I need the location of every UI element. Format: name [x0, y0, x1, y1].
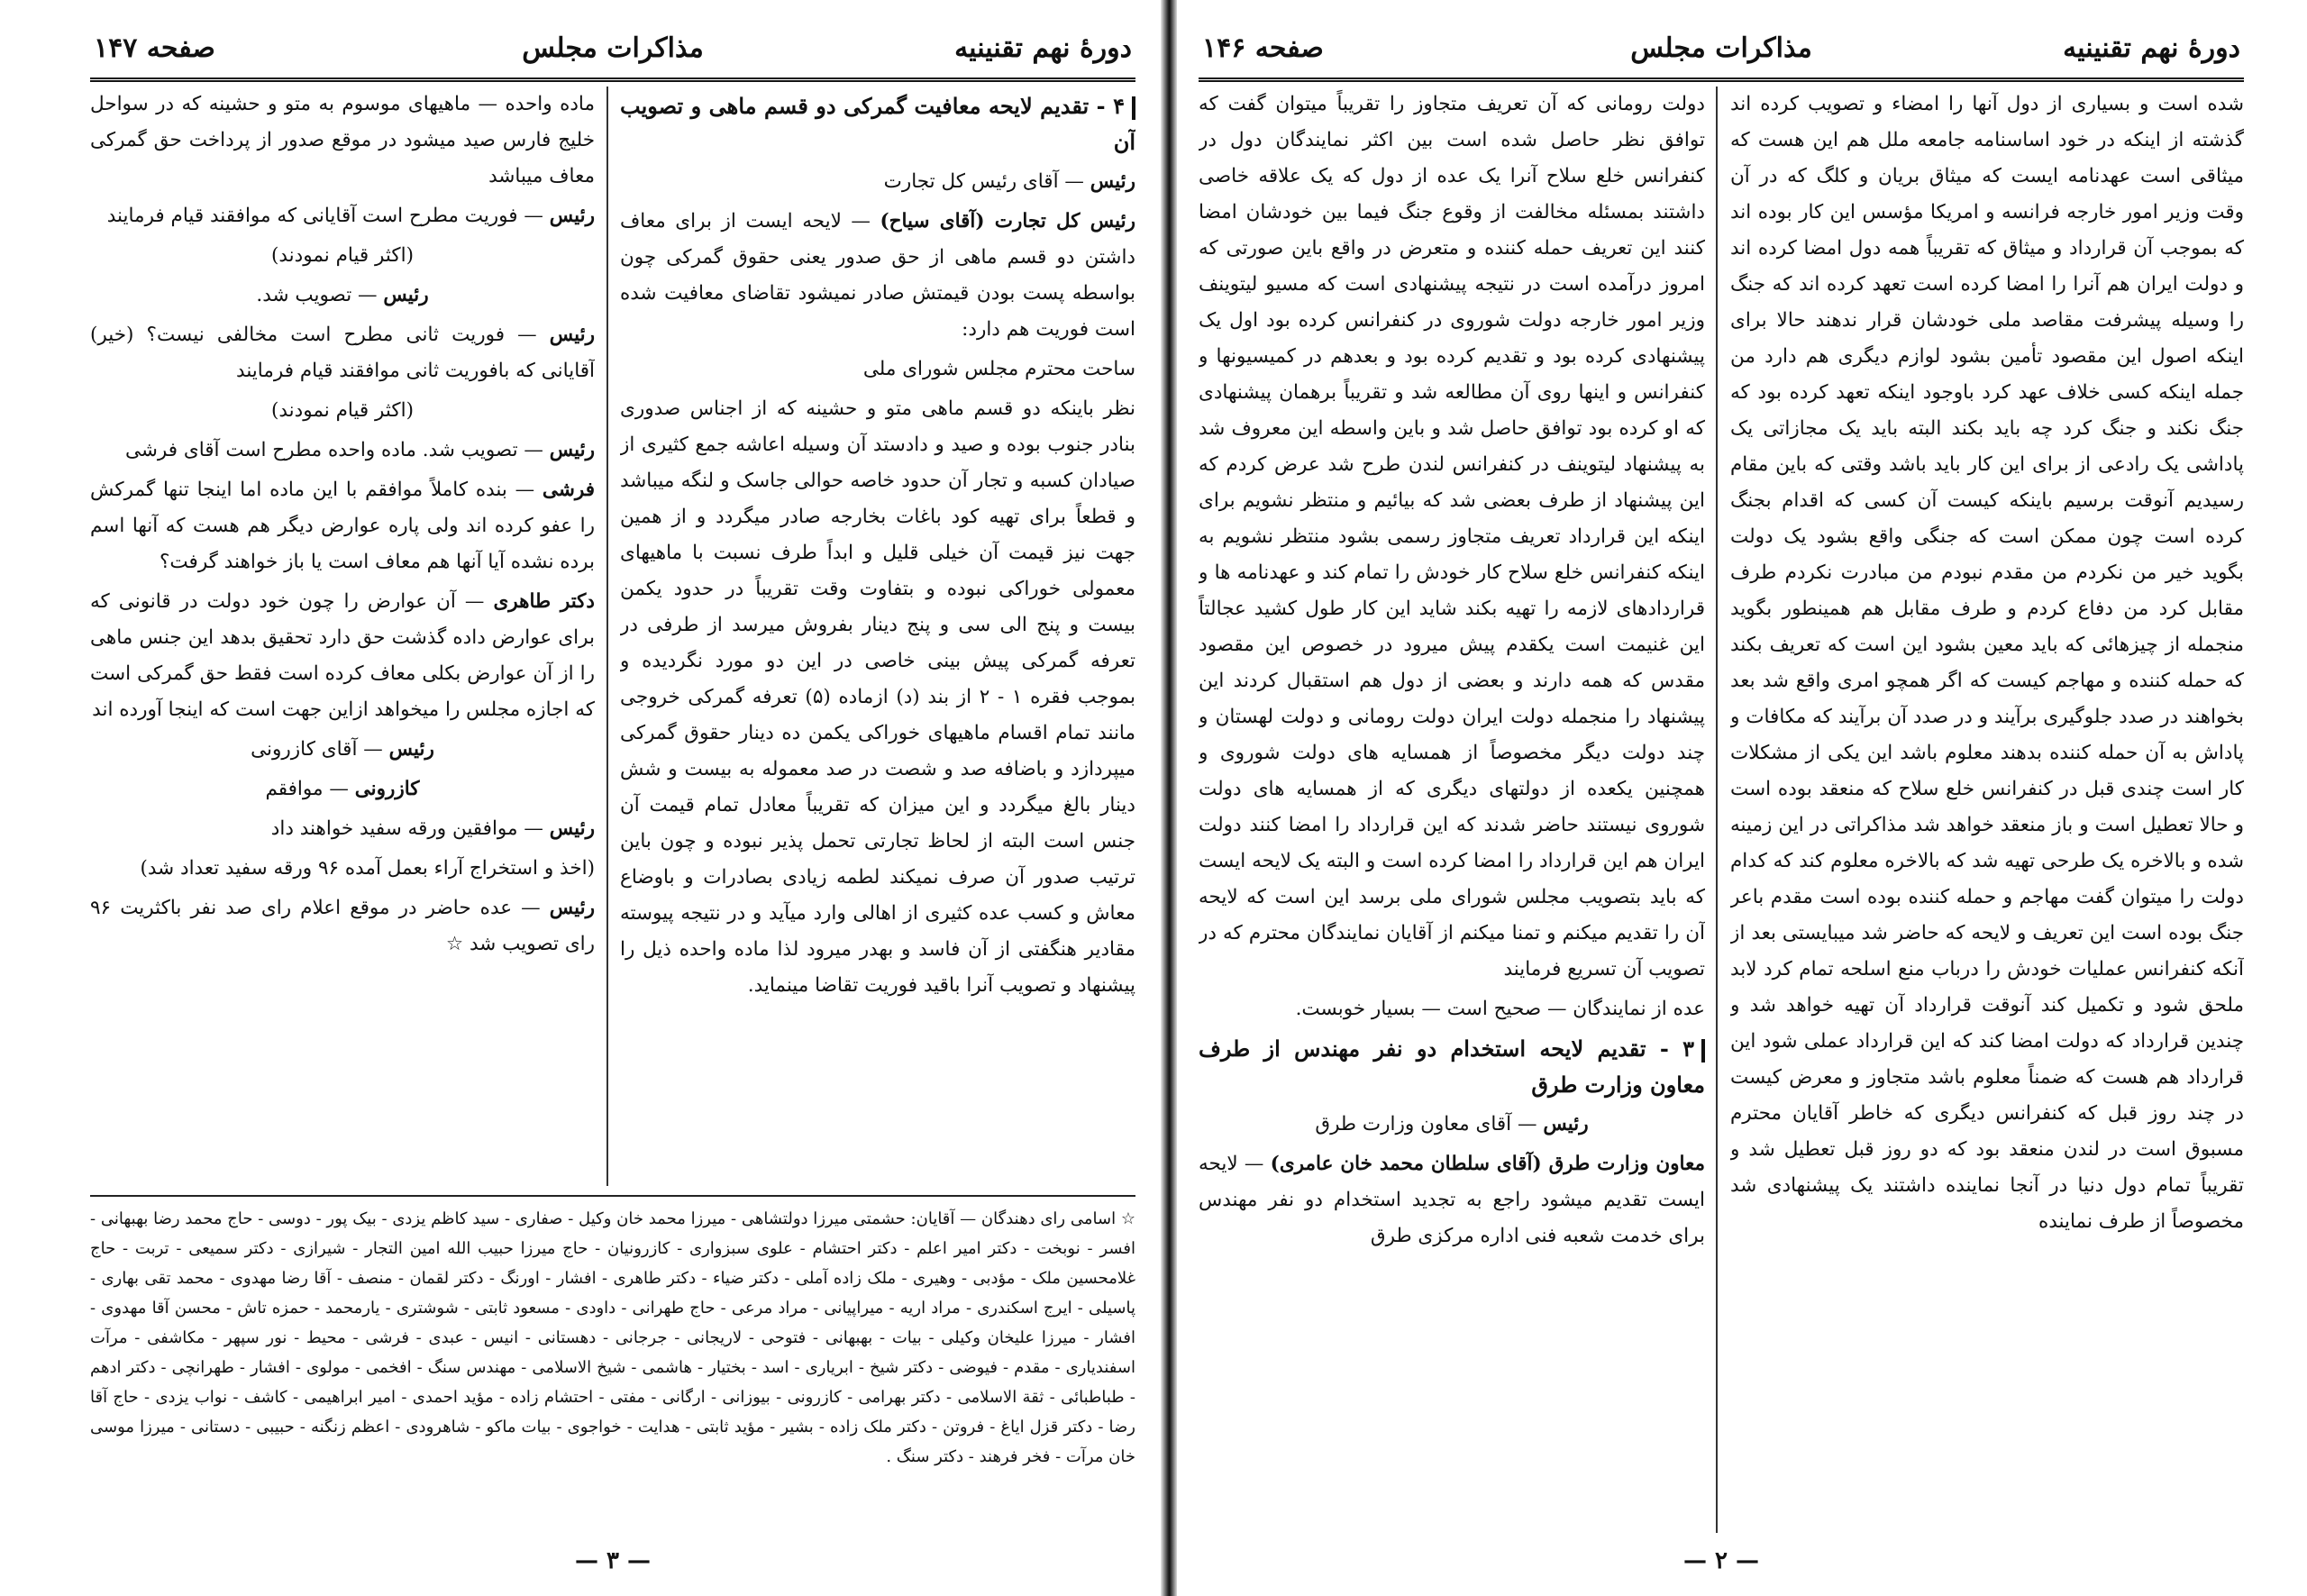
- page-147: [90, 27, 1135, 1582]
- paragraph: [90, 811, 595, 847]
- paragraph-text: — آن عوارض را چون خود دولت در قانونی که برای عوارض داده گذشت حق دارد تحقیق بدهد این جنس ماهی را از آن عوارض بکلی معاف کرده است فقط حق گمرکی است که اجازه مجلس را میخواهد ازاین جهت است که اینجا آورده اند: [90, 590, 595, 721]
- session-label: دورهٔ نهم تقنینیه: [2063, 32, 2240, 64]
- footnote-divider: [90, 1195, 1135, 1197]
- paragraph: [90, 393, 595, 429]
- header-title: مذاکرات مجلس: [522, 32, 704, 64]
- speaker-name: رئیس: [383, 284, 429, 306]
- paragraph: [90, 771, 595, 807]
- paragraph-text: — فوریت مطرح است آقایانی که موافقند قیام فرمایند: [106, 205, 550, 227]
- page-header: [90, 27, 1135, 82]
- voters-footnote: ☆ اسامی رای دهندگان — آقایان: حشمتی میرزا دولتشاهی - میرزا محمد خان وکیل - صفاری - سید کاظم یزدی - بیک پور - دوسی - حاج محمد رضا بهبهانی - افسر - نوبخت - دکتر امیر اعلم - دکتر احتشام - علوی سبزواری - کازرونیان - حاج میرزا حبیب الله امین التجار - شیرازی - دکتر سمیعی - تربت - حاج غلامحسین ملک - مؤدبی - وهیری - ملک زاده آملی - دکتر ضیاء - دکتر طاهری - افشار - اورنگ - دکتر لقمان - منصف - آقا رضا مهدوی - محمد تقی بهاری - پاسیلی - ایرج اسکندری - مراد اریه - میراپیانی - مراد مرعی - حاج طهرانی - داودی - مسعود ثابتی - شوشتری - یارمحمد - حمزه تاش - محسن آقا مهدوی - افشار - میرزا علیخان وکیلی - بیات - بهبهانی - فتوحی - لاریجانی - جرجانی - دهستانی - انیس - عبدی - فرشی - محیط - نور سپهر - مکاشفی - مرآت اسفندیاری - مقدم - فیوضی - دکتر شیخ - ابریاری - اسد - بختیار - هاشمی - شیخ الاسلامی - مهندس سنگ - افخمی - مولوی - افشار - طهرانچی - دکتر ادهم - طباطبائی - ثقة الاسلامی - دکتر بهرامی - کازرونی - بیوزانی - ارگانی - مفتی - احتشام زاده - مؤید احمدی - امیر ابراهیمی - کاشف - نواب یزدی - حاج آقا رضا - دکتر قزل ایاغ - فروتن - دکتر ملک زاده - بشیر - مؤید ثابتی - هدایت - خواجوی - بیات ماکو - شاهرودی - اعظم زنگنه - حبیبی - دستانی - میرزا موسی خان مرآت - فخر فرهند - دکتر سنگ .: [90, 1209, 1135, 1466]
- paragraph-text: — لایحه ایست از برای معاف داشتن دو قسم ماهی از حق صدور یعنی حقوق گمرکی چون بواسطه پست بودن قیمتش صادر نمیشود تقاضای معافیت شده است فوریت هم دارد:: [620, 210, 1135, 341]
- column-left: [1199, 87, 1705, 1533]
- column-right: [620, 87, 1135, 1186]
- paragraph: [90, 433, 595, 469]
- paragraph: [90, 87, 595, 195]
- paragraph: [1199, 991, 1705, 1027]
- column-text: [1199, 87, 1705, 1027]
- paragraph: [90, 238, 595, 274]
- page-number: — ۳ —: [574, 1547, 652, 1574]
- paragraph-text: (اخذ و استخراج آراء بعمل آمده ۹۶ ورقه سفید تعداد شد): [140, 857, 595, 880]
- paragraph: [90, 278, 595, 314]
- column-text: [1730, 87, 2244, 1240]
- paragraph-text: (اکثر قیام نمودند): [271, 244, 414, 267]
- section-heading: ۴ - تقدیم لایحه معافیت گمرکی دو قسم ماهی و تصویب آن: [620, 93, 1135, 155]
- paragraph-text: ساحت محترم مجلس شورای ملی: [862, 358, 1135, 380]
- paragraph: [90, 198, 595, 234]
- paragraph: [90, 851, 595, 887]
- paragraph-text: ماده واحده — ماهیهای موسوم به متو و حشینه که در سواحل خلیج فارس صید میشود در موقع صدور از پرداخت حق گمرکی معاف میباشد: [90, 93, 595, 187]
- paragraph-text: شده است و بسیاری از دول آنها را امضاء و تصویب کرده اند گذشته از اینکه در خود اساسنامه جامعه ملل هم این هست که میثاقی است عهدنامه ایست که میثاق بریان و کلگ که در آن وقت وزیر امور خارجه فرانسه و امریکا مؤسس این کار بوده اند که بموجب آن قرارداد و میثاق که تقریباً همه دول امضا کرده اند و دولت ایران هم آنرا را امضا کرده است تعهد کرده اند که جنگ را وسیله پیشرفت مقاصد ملی خودشان قرار ندهند حالا برای اینکه اصول این مقصود تأمین بشود لوازم دیگری هم دارد من جمله اینکه کسی خلاف عهد کرد باوجود اینکه تعهد کرده بود که جنگ نکند و جنگ کرد چه باید بکند البته باید یک مجازاتی یک پاداشی یک رادعی از برای این کار باید باشد وقتی که باین مقام رسیدیم آنوقت برسیم باینکه کیست آن کسی که اقدام بجنگ کرده است چون ممکن است که جنگی واقع بشود یک دولت بگوید خیر من نکردم من مقدم نبودم من مبادرت نکردم طرف مقابل کرد من دفاع کردم و طرف مقابل هم همینطور بگوید منجمله از چیزهائی که باید معین بشود این است که تعریف بکند که حمله کننده و مهاجم کیست که اگر همچو امری واقع شد بعد بخواهند در صدد جلوگیری برآیند و در صدد آن برآیند که مکافات و پاداش به آن حمله کننده بدهند معلوم باشد این یکی از مشکلات کار است چندی قبل در کنفرانس خلع سلاح که منعقد بوده است و حالا تعطیل است و باز منعقد خواهد شد مذاکراتی در این زمینه شده و بالاخره یک طرحی تهیه شد که بالاخره معلوم کند که کدام دولت را میتوان گفت مهاجم و حمله کننده بوده است مقدم باعر جنگ بوده است این تعریف و لایحه که حاضر شد میبایستی بعد از آنکه کنفرانس عملیات خودش را درباب منع اسلحه تمام کرد لابد ملحق شود و تکمیل کند آنوقت قرارداد آن تهیه خواهد شد و چندین قرارداد که دولت امضا کند که این قرارداد عملی شود این قرارداد هم هست که ضمناً معلوم باشد متجاوز و معرض کیست در چند روز قبل که کنفرانس دیگری که خاطر آقایان محترم مسبوق است در لندن منعقد بود که دو روز قبل تعطیل شد و تقریباً تمام دول دنیا در آنجا نماینده داشتند یک پیشنهادی شد مخصوصاً از طرف نماینده: [1730, 93, 2244, 1233]
- paragraph: [90, 584, 595, 728]
- paragraph: [620, 391, 1135, 1004]
- paragraph: [1199, 87, 1705, 988]
- paragraph-text: نظر باینکه دو قسم ماهی متو و حشینه که از اجناس صدوری بنادر جنوب بوده و صید و دادستد آن وسیله اعاشه جمع کثیری از صیادان کسبه و تجار آن حدود خاصه حوالی جاسک و لنگه میباشد و قطعاً برای تهیه کود باغات بخارجه صادر میگردد و از همین جهت نیز قیمت آن خیلی قلیل و ابداً طرف نسبت با ماهیهای معمولی خوراکی نبوده و بتفاوت وقت تقریباً در حدود یکمن بیست و پنج الی سی و پنج دینار بفروش میرسد از طرفی در تعرفه گمرکی پیش بینی خاصی در این دو مورد نگردیده و بموجب فقره ۱ - ۲ از بند (د) ازماده (۵) تعرفه گمرکی خروجی مانند تمام اقسام ماهیهای خوراکی یکمن ده دینار حقوق گمرکی میپردازد و باضافه صد و شصت در صد معموله به بیست و شش دینار بالغ میگردد و این میزان که تقریباً معادل تمام قیمت آن جنس است البته از لحاظ تجارتی تحمل پذیر نبوده و چون باین ترتیب صدور آن صرف نمیکند لطمه زیادی بصادرات و باوضاع معاش و کسب عده کثیری از اهالی وارد میآید و در نتیجه پیوسته مقادیر هنگفتی از آن فاسد و بهدر میرود لذا ماده واحده ذیل را پیشنهاد و تصویب آنرا باقید فوریت تقاضا مینماید.: [620, 397, 1135, 997]
- paragraph-text: — تصویب شد.: [256, 284, 384, 306]
- paragraph: [1730, 87, 2244, 1240]
- speaker-name: رئیس: [549, 817, 595, 840]
- header-title: مذاکرات مجلس: [1630, 32, 1812, 64]
- paragraph: [620, 204, 1135, 348]
- column-text: [620, 164, 1135, 1004]
- speaker-name: کازرونی: [354, 778, 420, 800]
- paragraph-text: — آقای معاون وزارت طرق: [1315, 1113, 1544, 1135]
- page-header: [1199, 27, 2244, 82]
- column-right: [1730, 87, 2244, 1533]
- speaker-name: رئیس: [1543, 1113, 1589, 1135]
- paragraph-text: — لایحه ایست تقدیم میشود راجع به تجدید استخدام دو نفر مهندس برای خدمت شعبه فنی اداره مرکزی طرق: [1199, 1153, 1705, 1247]
- paragraph: [620, 164, 1135, 200]
- speaker-name: رئیس: [549, 205, 595, 227]
- speaker-name: معاون وزارت طرق (آقای سلطان محمد خان عامری): [1270, 1153, 1705, 1175]
- speaker-name: رئیس: [549, 324, 595, 346]
- column-divider: [606, 87, 608, 1186]
- paragraph-text: — آقای کازرونی: [251, 738, 389, 761]
- paragraph-text: — فوریت ثانی مطرح است مخالفی نیست؟ (خیر) آقایانی که بافوریت ثانی موافقند قیام فرمایند: [90, 324, 595, 382]
- paragraph-text: — بنده کاملاً موافقم با این ماده اما اینجا تنها گمرکش را عفو کرده اند ولی پاره عوارض دیگر هم هست که آنها اسم برده نشده آیا آنها هم معاف است یا باز خواهند گرفت؟: [90, 479, 595, 573]
- speaker-name: رئیس: [1090, 170, 1135, 193]
- paragraph-text: — عده حاضر در موقع اعلام رای صد نفر باکثریت ۹۶ رای تصویب شد ☆: [90, 897, 595, 955]
- speaker-name: رئیس: [388, 738, 434, 761]
- paragraph: [90, 472, 595, 580]
- paragraph: [90, 732, 595, 768]
- speaker-name: رئیس: [549, 897, 595, 919]
- speaker-name: فرشی: [542, 479, 595, 501]
- paragraph-text: — موافقم: [265, 778, 355, 800]
- speaker-name: رئیس کل تجارت (آقای سیاح): [880, 210, 1135, 233]
- column-left: [90, 87, 595, 1186]
- page-label: صفحه ۱۴۶: [1202, 32, 1324, 64]
- page-146: [1199, 27, 2244, 1582]
- paragraph-text: — تصویب شد. ماده واحده مطرح است آقای فرشی: [124, 439, 550, 461]
- paragraph: [1199, 1107, 1705, 1143]
- paragraph-text: عده از نمایندگان — صحیح است — بسیار خوبست.: [1295, 998, 1705, 1020]
- paragraph-text: (اکثر قیام نمودند): [271, 399, 414, 422]
- paragraph: [1199, 1146, 1705, 1254]
- speaker-name: دکتر طاهری: [493, 590, 595, 613]
- paragraph-text: — آقای رئیس کل تجارت: [883, 170, 1090, 193]
- column-text: [90, 87, 595, 962]
- page-number: — ۲ —: [1682, 1547, 1760, 1574]
- paragraph: [620, 351, 1135, 388]
- paragraph: [90, 317, 595, 389]
- session-label: دورهٔ نهم تقنینیه: [954, 32, 1132, 64]
- column-divider: [1716, 87, 1718, 1533]
- speaker-name: رئیس: [549, 439, 595, 461]
- book-gutter: [1161, 0, 1177, 1596]
- paragraph-text: دولت رومانی که آن تعریف متجاوز را تقریباً میتوان گفت که توافق نظر حاصل شده است بین اکثر نمایندگان دول در کنفرانس خلع سلاح آنرا یک عده از دول که یک علاقه خاصی داشتند بمسئله مخالفت از وقوع جنگ فیما بین خودشان امضا کنند این تعریف حمله کننده و متعرض در واقع باین صورتی که امروز درآمده است در نتیجه پیشنهادی است که مسیو لیتوینف وزیر امور خارجه دولت شوروی در کنفرانس کرده بود اول یک پیشنهادی کرده بود و تقدیم کرده بود و بعدهم در کمیسیونها و کنفرانس و اینها روی آن مطالعه شد و تقریباً برهمان پیشنهادی که او کرده بود توافق حاصل شد و باین واسطه این معروف شد به پیشنهاد لیتوینف در کنفرانس لندن طرح شد عرض کردم که این پیشنهاد از طرف بعضی شد که بیائیم و منتظر نشویم برای اینکه این قرارداد تعریف متجاوز رسمی بشود منتظر نشویم به اینکه کنفرانس خلع سلاح کار خودش را تمام کند و عهدنامه ها و قراردادهای لازمه را تهیه بکند شاید این کار طول کشید عجالتاً این غنیمت است یکقدم پیش میرود در خصوص این مقصود مقدس که همه دارند و بعضی از دول هم استقبال کردند این پیشنهاد را منجمله دولت ایران دولت رومانی و دولت لهستان و چند دولت دیگر مخصوصاً از همسایه های دولت شوروی و همچنین یکعده از دولتهای دیگری که از همسایه های دولت شوروی نیستند حاضر شدند که این قرارداد را امضا کنند دولت ایران هم این قرارداد را امضا کرده است و البته یک لایحه ایست که باید بتصویب مجلس شورای ملی برسد این است که لایحه آن را تقدیم میکنم و تمنا میکنم از آقایان نمایندگان محترم که در تصویب آن تسریع فرمایند: [1199, 93, 1705, 980]
- section-heading: ۳ - تقدیم لایحه استخدام دو نفر مهندس از طرف معاون وزارت طرق: [1199, 1035, 1705, 1098]
- paragraph-text: — موافقین ورقه سفید خواهند داد: [270, 817, 550, 840]
- column-text: [1199, 1107, 1705, 1254]
- page-label: صفحه ۱۴۷: [94, 32, 215, 64]
- paragraph: [90, 890, 595, 962]
